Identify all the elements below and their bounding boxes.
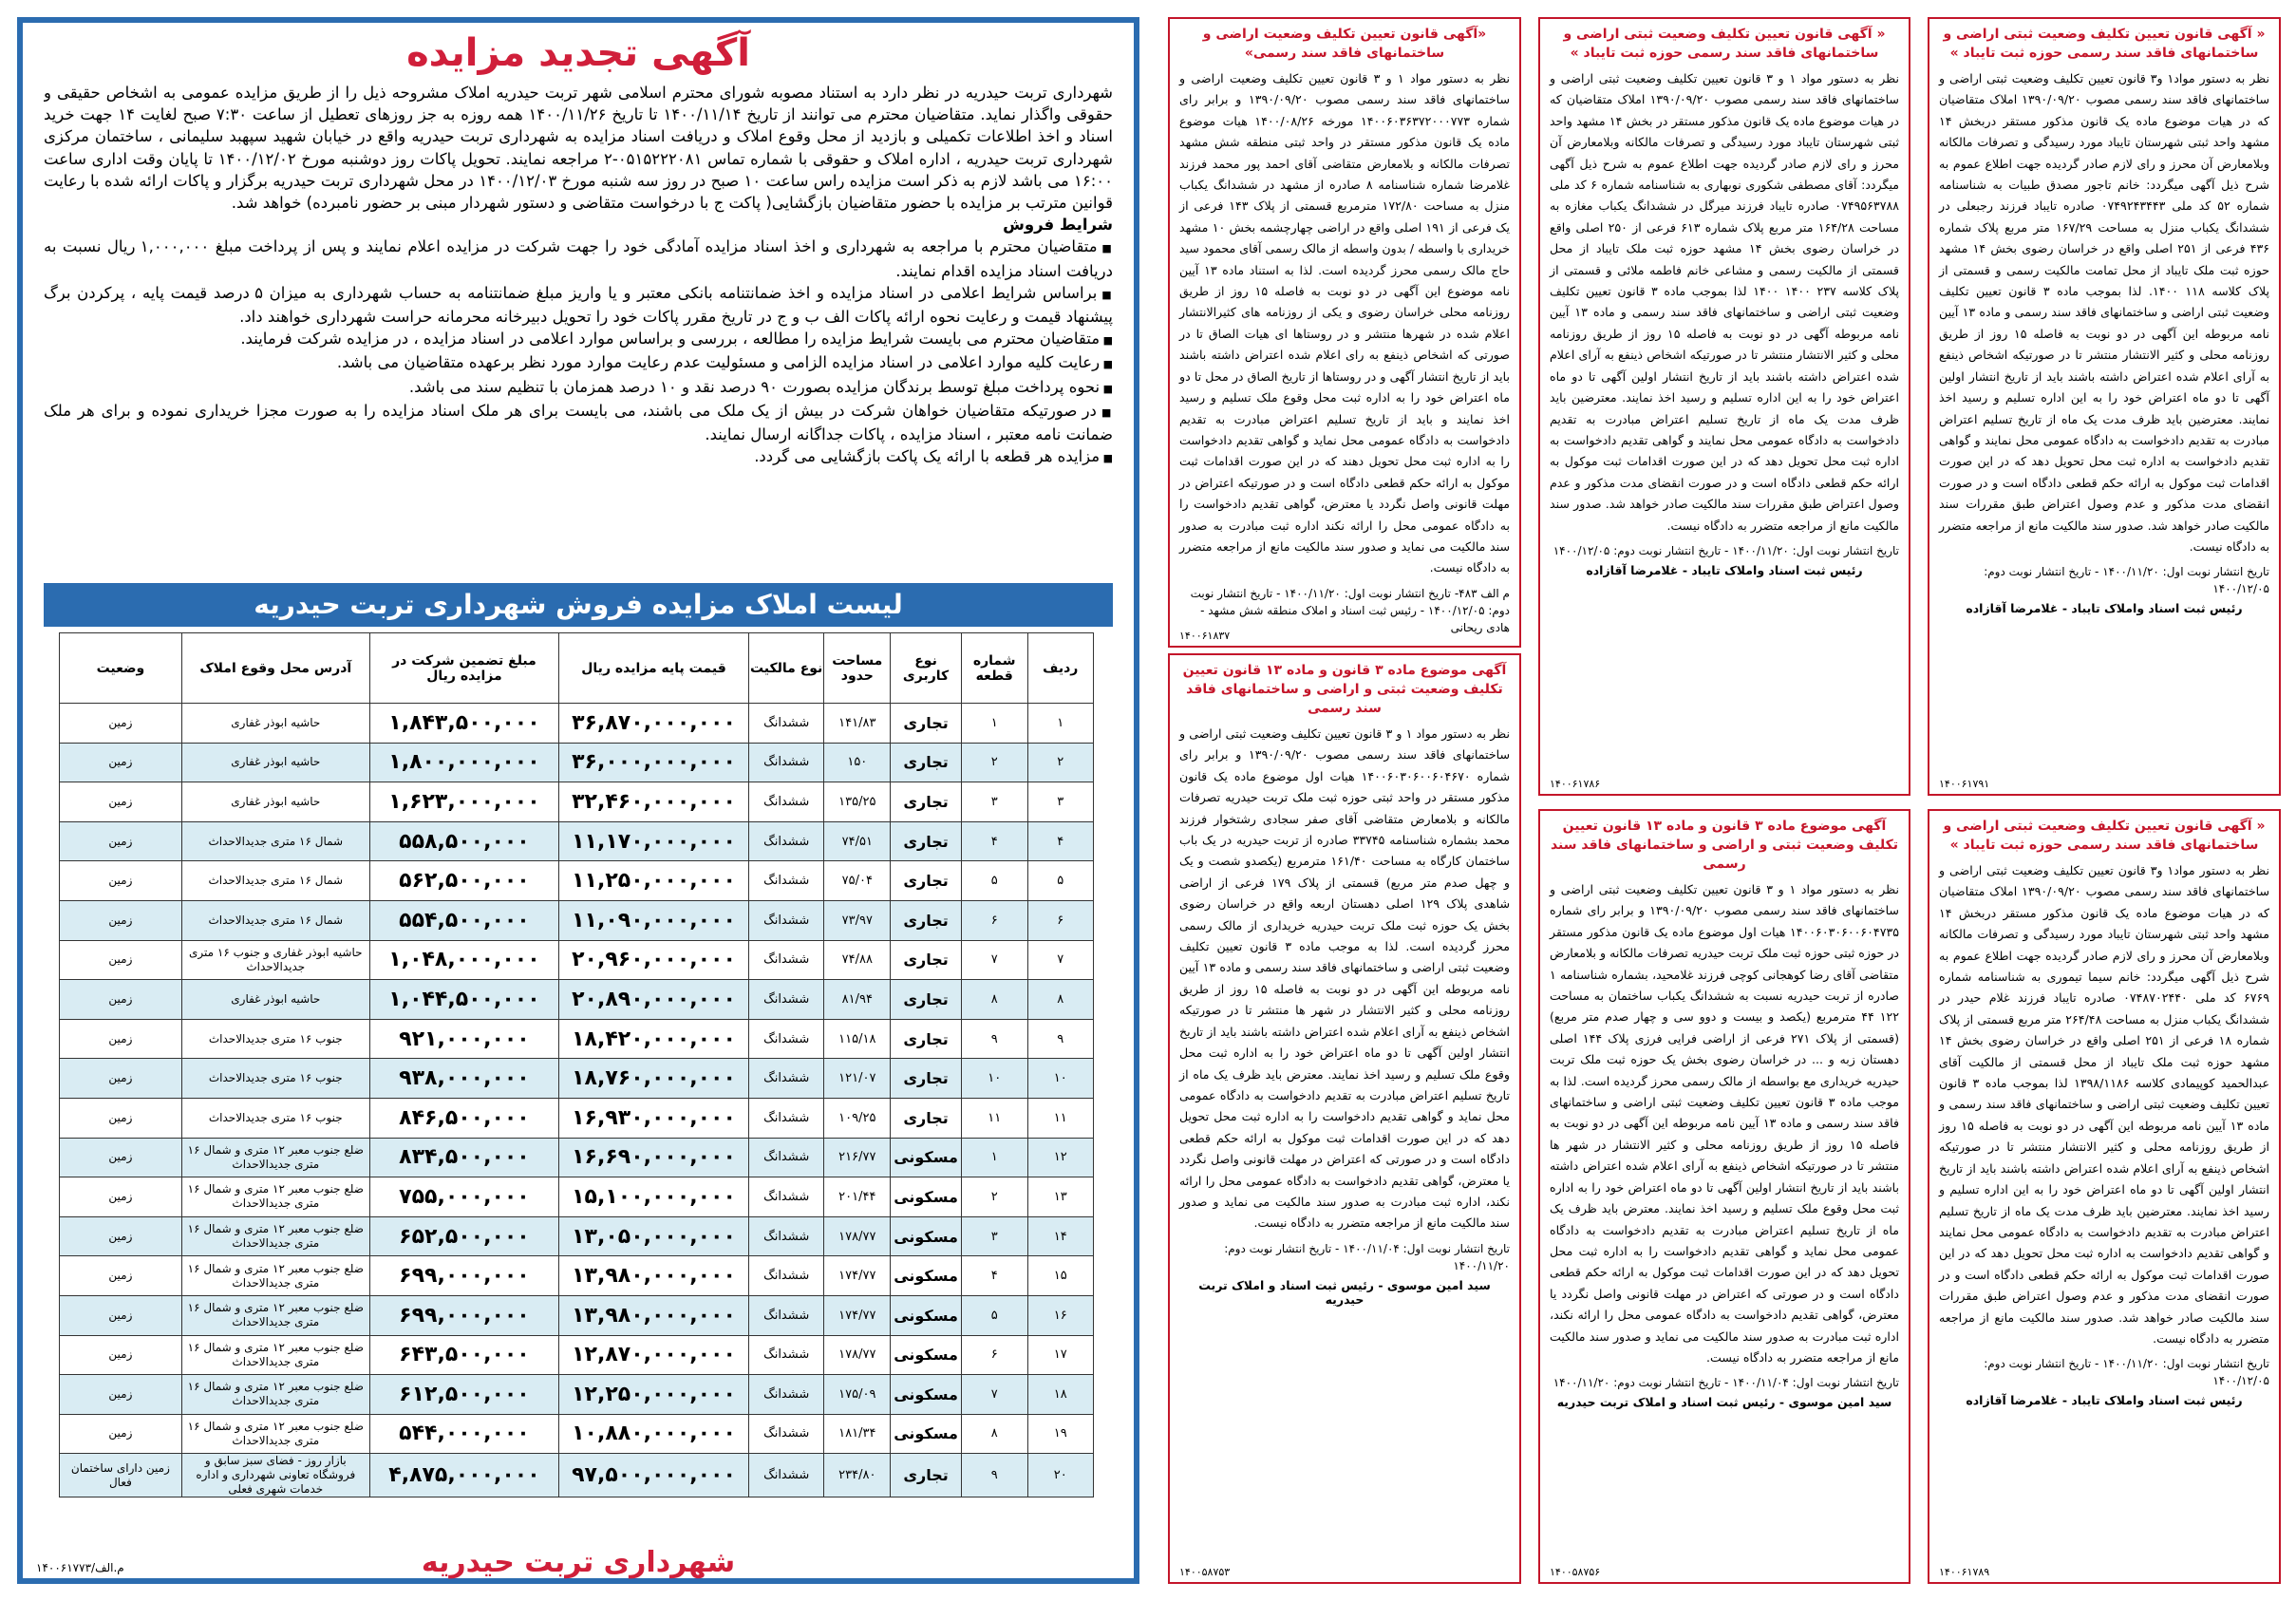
table-cell: زمین [60,861,182,901]
table-row [60,1375,1094,1415]
table-cell: ۸ [961,980,1027,1020]
table-cell: ۱۷ [1027,1335,1093,1375]
auction-title: آگهی تجدید مزایده [406,31,750,75]
table-header-cell: قیمت پایه مزایده ریال [559,633,749,704]
table-cell: ۶۹۹,۰۰۰,۰۰۰ [369,1256,558,1296]
table-cell: ششدانگ [748,1335,824,1375]
notice-signature: رئیس ثبت اسناد واملاک تایباد - غلامرضا آقازاده [1586,562,1863,577]
table-cell: ششدانگ [748,1019,824,1059]
table-cell: ۶ [961,1335,1027,1375]
table-cell: ۳۲,۴۶۰,۰۰۰,۰۰۰ [559,782,749,822]
table-cell: ۱۷۴/۷۷ [824,1295,891,1335]
table-cell: حاشیه ابوذر غفاری [181,980,369,1020]
table-cell: مسکونی [891,1216,962,1256]
table-cell: جنوب ۱۶ متری جدیدالاحداث [181,1059,369,1099]
table-cell: ضلع جنوب معبر ۱۲ متری و شمال ۱۶ متری جدیدالاحداث [181,1138,369,1177]
table-header-cell: مساحت حدود [824,633,891,704]
table-cell: زمین [60,743,182,782]
table-cell: ۵۵۸,۵۰۰,۰۰۰ [369,821,558,861]
condition-item: ■ براساس شرایط اعلامی در اسناد مزایده و اخذ ضمانتنامه بانکی معتبر و یا واریز مبلغ ضمانتنامه به حساب شهرداری به میزان ۵ درصد قیمت پایه ، پرکردن برگ پیشنهاد قیمت و رعایت نحوه ارائه پاکات الف ب و ج در تاریخ مقرر پاکات خود را تحویل دبیرخانه محرمانه حراست شهرداری خواهند داد. [44,282,1113,328]
table-cell: ۱۰ [961,1059,1027,1099]
table-row [60,861,1094,901]
table-cell: شمال ۱۶ متری جدیدالاحداث [181,900,369,940]
table-cell: ۷ [1027,940,1093,980]
table-cell: ۲۰۱/۴۴ [824,1177,891,1217]
table-cell: ششدانگ [748,940,824,980]
table-cell: ششدانگ [748,782,824,822]
table-row [60,1454,1094,1497]
table-cell: ۷ [961,940,1027,980]
auction-intro-paragraph: شهرداری تربت حیدریه در نظر دارد به استناد مصوبه شورای محترم اسلامی شهر تربت حیدریه املاک مشروحه ذیل را از طریق مزایده عمومی به اشخاص حقیقی و حقوقی واگذار نماید. متقاضیان محترم می توانند از تاریخ ۱۴۰۰/۱۱/۱۴ تا تاریخ ۱۴۰۰/۱۱/۲۶ همه روزه به جز روزهای تعطیل از ساعت ۷:۳۰ صبح لغایت ۱۴ جهت خرید اسناد و اخذ اطلاعات تکمیلی و بازدید از محل وقوع املاک و دریافت اسناد مزایده به شهرداری تربت حیدریه واقع در خیابان شهید سپهبد سلیمانی ، ساختمان مرکزی شهرداری تربت حیدریه ، اداره املاک و حقوقی با شماره تماس ۰۵۱۵۲۲۲۰۸۱-۲ مراجعه نمایند. تحویل پاکات روز دوشنبه مورخ ۱۴۰۰/۱۲/۰۲ تا پایان وقت اداری ساعت ۱۶:۰۰ می باشد لازم به ذکر است مزایده راس ساعت ۱۰ صبح در روز سه شنبه مورخ ۱۴۰۰/۱۲/۰۳ در محل شهرداری تربت حیدریه برگزار و پاکات ارائه شده با رعایت قوانین مترتب بر مزایده با حضور متقاضیان بازگشایی( پاکت ج با درخواست متقاضی و دستور شهردار مبنی بر حضور نامبرده) خواهد شد. [44,84,1113,213]
table-cell: ششدانگ [748,1256,824,1296]
table-cell: ۲ [961,743,1027,782]
table-cell: ۱۷۸/۷۷ [824,1335,891,1375]
table-cell: ششدانگ [748,1098,824,1138]
table-cell: حاشیه ابوذر غفاری و جنوب ۱۶ متری جدیدالاحداث [181,940,369,980]
table-cell: مسکونی [891,1414,962,1454]
table-cell: ۱۸,۷۶۰,۰۰۰,۰۰۰ [559,1059,749,1099]
table-cell: ششدانگ [748,1177,824,1217]
table-cell: ۱۳۵/۲۵ [824,782,891,822]
table-cell: زمین دارای ساختمان فعال [60,1454,182,1497]
table-row [60,782,1094,822]
table-cell: ۶۹۹,۰۰۰,۰۰۰ [369,1295,558,1335]
table-cell: ششدانگ [748,743,824,782]
table-row [60,743,1094,782]
table-cell: ۸ [1027,980,1093,1020]
table-cell: ۱۲ [1027,1138,1093,1177]
notice-signature: سید امین موسوی - رئیس ثبت اسناد و املاک تربت حیدریه [1556,1395,1892,1410]
table-cell: ۱۵۰ [824,743,891,782]
table-row [60,1295,1094,1335]
table-cell: ۷۵/۰۴ [824,861,891,901]
table-cell: ۶ [961,900,1027,940]
table-cell: زمین [60,1256,182,1296]
table-cell: ششدانگ [748,1414,824,1454]
table-cell: ۱۱,۲۵۰,۰۰۰,۰۰۰ [559,861,749,901]
table-cell: تجاری [891,940,962,980]
table-cell: ۳ [1027,782,1093,822]
table-cell: ضلع جنوب معبر ۱۲ متری و شمال ۱۶ متری جدیدالاحداث [181,1414,369,1454]
table-cell: ۱ [961,1138,1027,1177]
registration-notice [1538,17,1910,796]
table-cell: ۱۸ [1027,1375,1093,1415]
municipality-signature: شهرداری تربت حیدریه [421,1546,736,1579]
table-cell: ۱,۶۲۳,۰۰۰,۰۰۰ [369,782,558,822]
table-cell: ۱۴ [1027,1216,1093,1256]
table-row [60,821,1094,861]
table-header-cell: شماره قطعه [961,633,1027,704]
table-cell: ۶۵۲,۵۰۰,۰۰۰ [369,1216,558,1256]
table-cell: ۱۵,۱۰۰,۰۰۰,۰۰۰ [559,1177,749,1217]
ad-code: ۱۴۰۰۶۱۷۷۳/م.الف [36,1561,124,1574]
table-cell: تجاری [891,782,962,822]
table-cell: ۹۷,۵۰۰,۰۰۰,۰۰۰ [559,1454,749,1497]
notice-signature: سید امین موسوی - رئیس ثبت اسناد و املاک تربت حیدریه [1198,1277,1491,1307]
auction-body-text [44,82,1113,575]
table-cell: ۹ [961,1019,1027,1059]
table-cell: مسکونی [891,1256,962,1296]
table-cell: ۱۱,۰۹۰,۰۰۰,۰۰۰ [559,900,749,940]
auction-advertisement [17,17,1139,1584]
table-cell: ۲ [961,1177,1027,1217]
table-cell: زمین [60,1059,182,1099]
table-cell: زمین [60,900,182,940]
table-cell: ۱۱۵/۱۸ [824,1019,891,1059]
table-cell: تجاری [891,821,962,861]
table-cell: ۹ [961,1454,1027,1497]
table-cell: شمال ۱۶ متری جدیدالاحداث [181,821,369,861]
table-row [60,940,1094,980]
table-cell: ضلع جنوب معبر ۱۲ متری و شمال ۱۶ متری جدیدالاحداث [181,1216,369,1256]
table-cell: ۱۳ [1027,1177,1093,1217]
table-cell: ششدانگ [748,900,824,940]
notice-body: نظر به دستور مواد ۱ و ۳ قانون تعیین تکلیف وضعیت اراضی و ساختمانهای فاقد سند رسمی مصوب ۱۳۹۰/۰۹/۲۰ و برابر رای شماره ۱۴۰۰۶۰۳۶۳۷۲۰۰۰۷۷۳ مورخه ۱۴۰۰/۰۸/۲۶ هیات موضوع ماده یک قانون مذکور مستقر در واحد ثبتی منطقه شش مشهد تصرفات مالکانه و بلامعارض متقاضی آقای احمد پور محمد فرزند غلامرضا شماره شناسنامه ۸ صادره از مشهد در ششدانگ یکباب منزل به مساحت ۱۷۲/۸۰ مترمربع قسمتی از پلاک ۱۴۳ فرعی از یک فرعی از ۱۹۱ اصلی واقع در اراضی چهارچشمه بخش ۱۰ مشهد خریداری با واسطه / بدون واسطه از مالک رسمی آقای محمود سید حاج مالک رسمی محرز گردیده است. لذا به استناد ماده ۱۳ آیین نامه موضوع این آگهی در دو نوبت به فاصله ۱۵ روز از طریق روزنامه محلی خراسان رضوی و یکی از روزنامه های کثیرالانتشار اعلام شده در شهرها منتشر و در روستاها ای هیات الصاق تا در صورتی که اشخاص ذینفع به رای اعلام شده اعتراض داشته باشند باید از تاریخ انتشار آگهی و در روستاها از تاریخ الصاق در محل تا دو ماه اعتراض خود را به اداره ثبت محل وقوع ملک تسلیم و رسید اخذ نمایند و باید از تاریخ تسلیم اعتراض مبادرت به تقدیم دادخواست به دادگاه عمومی محل نماید و گواهی تقدیم دادخواست را به اداره ثبت محل تحویل دهند که در این صورت اقدامات ثبت موکول به ارائه حکم قطعی دادگاه است و در صورتیکه اعتراض در مهلت قانونی واصل نگردد یا معترض، گواهی تقدیم دادخواست را به دادگاه عمومی محل را ارائه نکند اداره ثبت مبادرت به صدور سند مالکیت می نماید و صدور سند مالکیت مانع از مراجعه متضرر به دادگاه نیست. [1179,71,1510,575]
table-row [60,1216,1094,1256]
table-cell: ۱۰ [1027,1059,1093,1099]
table-cell: ۷۴/۸۸ [824,940,891,980]
table-cell: زمین [60,821,182,861]
table-cell: ششدانگ [748,1138,824,1177]
table-cell: ۱ [1027,704,1093,744]
table-cell: زمین [60,782,182,822]
condition-item: ■ مزایده هر قطعه با ارائه یک پاکت بازگشایی می گردد. [44,445,1113,469]
notice-dates: تاریخ انتشار نوبت اول: ۱۴۰۰/۱۱/۲۰ - تاریخ انتشار نوبت دوم: ۱۴۰۰/۱۲/۰۵ [1553,543,1899,557]
table-cell: ۱۶,۹۳۰,۰۰۰,۰۰۰ [559,1098,749,1138]
table-cell: ۵ [1027,861,1093,901]
notice-body: نظر به دستور مواد ۱ و ۳ قانون تعیین تکلیف وضعیت ثبتی اراضی و ساختمانهای فاقد سند رسمی مصوب ۱۳۹۰/۰۹/۲۰ املاک متقاضیان که در هیات موضوع ماده یک قانون مذکور مستقر در بخش ۱۴ مشهد واحد ثبتی شهرستان تایباد مورد رسیدگی و تصرفات مالکانه وبلامعارض آن محرز و رای لازم صادر گردیده جهت اطلاع عموم به شرح ذیل آگهی میگردد: آقای مصطفی شکوری نوبهاری به شناسنامه شماره ۶ کد ملی ۰۷۴۹۵۶۳۷۸۸ صادره تایباد فرزند میرگل در ششدانگ یکباب مغازه به مساحت ۱۶۴/۲۸ متر مربع پلاک شماره ۶۱۳ فرعی از ۲۵۰ اصلی واقع در خراسان رضوی بخش ۱۴ مشهد حوزه ثبت ملک تایباد از محل قسمتی از مالکیت رسمی و مشاعی خانم فاطمه ملائی و قسمتی از پلاک کلاسه ۲۳۷ ۱۴۰۰ ۱۴۰۰ لذا بموجب ماده ۳ قانون تعیین تکلیف وضعیت ثبتی اراضی و ساختمانهای فاقد سند رسمی و ماده ۱۳ آیین نامه مربوطه آگهی در دو نوبت به فاصله ۱۵ روز از طریق روزنامه محلی و کثیر الانتشار منتشر تا در صورتیکه اشخاص ذینفع به آرای اعلام شده اعتراض داشته باشند باید از تاریخ انتشار اولین آگهی تا دو ماه اعتراض خود را به این اداره تسلیم و رسید اخذ نمایند. معترضین باید ظرف مدت یک ماه از تاریخ تسلیم اعتراض مبادرت به تقدیم دادخواست به دادگاه عمومی محل نمایند و گواهی تقدیم دادخواست به اداره ثبت محل تحویل دهد که در این صورت اقدامات ثبت موکول به ارائه حکم قطعی دادگاه است و در صورت انقضای مدت مذکور و عدم وصول اعتراض طبق مقررات سند مالکیت صادر خواهد شد. صدور سند مالکیت مانع از مراجعه متضرر به دادگاه نیست. [1550,71,1899,533]
table-header-cell: مبلغ تضمین شرکت در مزایده ریال [369,633,558,704]
table-cell: ۸۴۶,۵۰۰,۰۰۰ [369,1098,558,1138]
table-cell: تجاری [891,743,962,782]
table-cell: ۱,۰۴۸,۰۰۰,۰۰۰ [369,940,558,980]
condition-item: ■ در صورتیکه متقاضیان خواهان شرکت در بیش از یک ملک می باشند، می بایست برای هر ملک اسناد مزایده را به صورت مجزا خریداری نموده و برای هر ملک ضمانت نامه معتبر ، اسناد مزایده ، پاکات جداگانه ارسال نمایند. [44,400,1113,445]
table-cell: تجاری [891,900,962,940]
table-cell: ۷۵۵,۰۰۰,۰۰۰ [369,1177,558,1217]
table-header-cell: آدرس محل وقوع املاک [181,633,369,704]
table-cell: ۵۵۴,۵۰۰,۰۰۰ [369,900,558,940]
notice-code: ۱۴۰۰۶۱۷۸۹ [1939,1566,1990,1578]
notice-code: ۱۴۰۰۵۸۷۵۶ [1550,1566,1601,1578]
notice-body: نظر به دستور مواد ۱ و ۳ قانون تعیین تکلیف وضعیت ثبتی اراضی و ساختمانهای فاقد سند رسمی مصوب ۱۳۹۰/۰۹/۲۰ و برابر رای شماره ۱۴۰۰۶۰۳۰۶۰۰۶۰۴۶۷۰ هیات اول موضوع ماده یک قانون مذکور مستقر در واحد ثبتی حوزه ثبت ملک تربت حیدریه تصرفات مالکانه و بلامعارض متقاضی آقای صفر سجادی رشتخوار فرزند محمد بشماره شناسنامه ۳۳۷۴۵ صادره از تربت حیدریه در یک باب ساختمان کارگاه به مساحت ۱۶۱/۴۰ مترمربع (یکصدو شصت و یک و چهل صدم متر مربع) قسمتی از پلاک ۱۷۹ فرعی از اراضی شاهدی پلاک ۱۲۹ اصلی دهستان اربعه واقع در خراسان رضوی بخش یک حوزه ثبت ملک تربت حیدریه خریداری از مالک رسمی محرز گردیده است. لذا به موجب ماده ۳ قانون تعیین تکلیف وضعیت ثبتی اراضی و ساختمانهای فاقد سند رسمی و ماده ۱۳ آیین نامه مربوطه این آگهی در دو نوبت به فاصله ۱۵ روز از طریق روزنامه محلی و کثیر الانتشار در شهر ها منتشر تا در صورتیکه اشخاص ذینفع به آرای اعلام شده اعتراض داشته باشند باید از تاریخ انتشار اولین آگهی تا دو ماه اعتراض خود را به اداره ثبت محل وقوع ملک تسلیم و رسید اخذ نمایند. معترض باید ظرف یک ماه از تاریخ تسلیم اعتراض مبادرت به تقدیم دادخواست به دادگاه عمومی محل نماید و گواهی تقدیم دادخواست را به اداره ثبت محل تحویل دهد که در این صورت اقدامات ثبت موکول به ارائه حکم قطعی دادگاه است و در صورتی که اعتراض در مهلت قانونی واصل نگردد یا معترض، گواهی تقدیم دادخواست به دادگاه عمومی محل را ارائه نکند، اداره ثبت مبادرت به صدور سند مالکیت می نماید و صدور سند مالکیت مانع از مراجعه متضرر به دادگاه نیست. [1179,726,1511,1231]
table-cell: ۸ [961,1414,1027,1454]
table-cell: زمین [60,704,182,744]
table-cell: ۱,۰۴۴,۵۰۰,۰۰۰ [369,980,558,1020]
table-cell: ۱۲۱/۰۷ [824,1059,891,1099]
table-cell: تجاری [891,1059,962,1099]
table-cell: ۱۷۵/۰۹ [824,1375,891,1415]
table-cell: ضلع جنوب معبر ۱۲ متری و شمال ۱۶ متری جدیدالاحداث [181,1177,369,1217]
table-row [60,704,1094,744]
table-cell: ۱۶,۶۹۰,۰۰۰,۰۰۰ [559,1138,749,1177]
table-cell: زمین [60,940,182,980]
table-cell: ۱۳,۹۸۰,۰۰۰,۰۰۰ [559,1256,749,1296]
table-row [60,980,1094,1020]
table-cell: زمین [60,1098,182,1138]
table-cell: ۳۶,۰۰۰,۰۰۰,۰۰۰ [559,743,749,782]
table-cell: ششدانگ [748,1216,824,1256]
property-list-banner: لیست املاک مزایده فروش شهرداری تربت حیدریه [44,583,1113,627]
table-cell: شمال ۱۶ متری جدیدالاحداث [181,861,369,901]
table-row [60,1256,1094,1296]
table-cell: ۲۳۴/۸۰ [824,1454,891,1497]
table-cell: زمین [60,1295,182,1335]
table-cell: ۳۶,۸۷۰,۰۰۰,۰۰۰ [559,704,749,744]
table-cell: تجاری [891,1098,962,1138]
table-cell: ششدانگ [748,1375,824,1415]
notice-code: ۱۴۰۰۵۸۷۵۳ [1179,1566,1231,1578]
notice-title: «آگهی قانون تعیین تکلیف وضعیت اراضی و ساختمانهای فاقد سند رسمی» [1202,27,1487,61]
table-cell: ۳ [961,1216,1027,1256]
table-cell: بازار روز - فضای سبز سابق و فروشگاه تعاونی شهرداری و اداره خدمات شهری فعلی [181,1454,369,1497]
table-cell: زمین [60,1335,182,1375]
table-cell: ۲۰,۹۶۰,۰۰۰,۰۰۰ [559,940,749,980]
table-cell: ۱۳,۹۸۰,۰۰۰,۰۰۰ [559,1295,749,1335]
table-cell: مسکونی [891,1295,962,1335]
registration-notice [1538,809,1910,1584]
table-cell: ۲ [1027,743,1093,782]
table-cell: حاشیه ابوذر غفاری [181,704,369,744]
table-cell: ۶ [1027,900,1093,940]
table-cell: تجاری [891,861,962,901]
notice-dates: تاریخ انتشار نوبت اول: ۱۴۰۰/۱۱/۲۰ - تاریخ انتشار نوبت دوم: ۱۴۰۰/۱۲/۰۵ [1984,1357,2269,1388]
table-cell: ششدانگ [748,821,824,861]
sale-conditions-heading: شرایط فروش [1003,216,1113,235]
notice-dates: تاریخ انتشار نوبت اول: ۱۴۰۰/۱۱/۰۴ - تاریخ انتشار نوبت دوم: ۱۴۰۰/۱۱/۲۰ [1553,1376,1899,1390]
table-cell: تجاری [891,1454,962,1497]
table-cell: ۱۵ [1027,1256,1093,1296]
property-table [59,632,1094,1497]
table-cell: ۱۲,۸۷۰,۰۰۰,۰۰۰ [559,1335,749,1375]
table-cell: ۲۰,۸۹۰,۰۰۰,۰۰۰ [559,980,749,1020]
notice-title: « آگهی قانون تعیین تکلیف وضعیت ثبتی اراضی و ساختمانهای فاقد سند رسمی حوزه ثبت تایباد » [1563,27,1886,61]
notice-signature: رئیس ثبت اسناد واملاک تایباد - غلامرضا آقازاده [1966,1393,2243,1408]
table-cell: ششدانگ [748,861,824,901]
notice-code: ۱۴۰۰۶۱۸۳۷ [1179,630,1231,642]
table-cell: ۸۱/۹۴ [824,980,891,1020]
table-cell: ششدانگ [748,1295,824,1335]
table-cell: ضلع جنوب معبر ۱۲ متری و شمال ۱۶ متری جدیدالاحداث [181,1335,369,1375]
table-cell: زمین [60,1375,182,1415]
table-cell: ۴ [961,821,1027,861]
table-cell: ۴,۸۷۵,۰۰۰,۰۰۰ [369,1454,558,1497]
table-cell: ۸۳۴,۵۰۰,۰۰۰ [369,1138,558,1177]
notice-body: نظر به دستور مواد۱ و۳ قانون تعیین تکلیف وضعیت ثبتی اراضی و ساختمانهای فاقد سند رسمی مصوب ۱۳۹۰/۰۹/۲۰ املاک متقاضیان که در هیات موضوع ماده یک قانون مذکور مستقر دربخش ۱۴ مشهد واحد ثبتی شهرستان تایباد مورد رسیدگی و تصرفات مالکانه وبلامعارض آن محرز و رای لازم صادر گردیده جهت اطلاع عموم به شرح ذیل آگهی میگردد: خانم تاجور مصدق طبیات به شناسنامه شماره ۵۲ کد ملی ۰۷۴۹۲۴۳۴۴۳ صادره تایباد فرزند رجبعلی در ششدانگ یکباب منزل به مساحت ۱۶۷/۲۹ متر مربع پلاک شماره ۴۳۶ فرعی از ۲۵۱ اصلی واقع در خراسان رضوی بخش ۱۴ مشهد حوزه ثبت ملک تایباد از محل تمامت مالکیت رسمی و قسمتی از پلاک کلاسه ۱۱۸ ۱۴۰۰. لذا بموجب ماده ۳ قانون تعیین تکلیف وضعیت ثبتی اراضی و ساختمانهای فاقد سند رسمی و ماده ۱۳ آیین نامه مربوطه این آگهی در دو نوبت به فاصله ۱۵ روز از طریق روزنامه محلی و کثیر الانتشار منتشر تا در صورتیکه اشخاص ذینفع به آرای اعلام شده اعتراض داشته باشند باید از تاریخ انتشار اولین آگهی تا دو ماه اعتراض خود را به این اداره تسلیم و رسید اخذ نمایند. معترضین باید ظرف مدت یک ماه از تاریخ تسلیم اعتراض مبادرت به تقدیم دادخواست به دادگاه عمومی محل نمایند و گواهی تقدیم دادخواست به اداره ثبت محل تحویل دهد که در این صورت اقدامات ثبت موکول به ارائه حکم قطعی دادگاه است و در صورت انقضای مدت مذکور و عدم وصول اعتراض طبق مقررات سند مالکیت صادر خواهد شد. صدور سند مالکیت مانع از مراجعه متضرر به دادگاه نیست. [1939,71,2270,554]
table-cell: جنوب ۱۶ متری جدیدالاحداث [181,1098,369,1138]
table-cell: ۵ [961,861,1027,901]
table-row [60,900,1094,940]
registration-notice [1168,653,1521,1584]
table-cell: ۱۰,۸۸۰,۰۰۰,۰۰۰ [559,1414,749,1454]
condition-item: ■ رعایت کلیه موارد اعلامی در اسناد مزایده الزامی و مسئولیت عدم رعایت موارد مورد نظر برعهده متقاضیان می باشد. [44,351,1113,375]
table-cell: ۱۸,۴۲۰,۰۰۰,۰۰۰ [559,1019,749,1059]
table-cell: ۱۱ [961,1098,1027,1138]
table-cell: زمین [60,980,182,1020]
table-cell: ۳ [961,782,1027,822]
table-row [60,1138,1094,1177]
table-cell: ۷ [961,1375,1027,1415]
table-cell: زمین [60,1216,182,1256]
table-cell: مسکونی [891,1375,962,1415]
notice-body: نظر به دستور مواد ۱ و ۳ قانون تعیین تکلیف وضعیت ثبتی اراضی و ساختمانهای فاقد سند رسمی مصوب ۱۳۹۰/۰۹/۲۰ و برابر رای شماره ۱۴۰۰۶۰۳۰۶۰۰۶۰۴۷۳۵ هیات اول موضوع ماده یک قانون مذکور مستقر در حوزه ثبتی حوزه ثبت ملک تربت حیدریه تصرفات مالکانه و بلامعارض متقاضی آقای رضا کوهجانی کوچی فرزند غلامحید، بشماره شناسنامه ۱ صادره از تربت حیدریه نسبت به ششدانگ یکباب ساختمان به مساحت ۱۲۲ ۴۴ مترمربع (یکصد و بیست و دوو سی و چهار صدم متر مربع) (قسمتی از پلاک ۲۷۱ فرعی از اراضی فرایی فرزی پلاک ۱۴۴ اصلی دهستان زبه و ... در خراسان رضوی بخش یک حوزه ثبت ملک تربت حیدریه خریداری مع بواسطه از مالک رسمی محرز گردیده است. لذا به موجب ماده ۳ قانون تعیین تکلیف وضعیت ثبتی اراضی و ساختمانهای فاقد سند رسمی و ماده ۱۳ آیین نامه مربوطه این آگهی در دو نوبت به فاصله ۱۵ روز از طریق روزنامه محلی و کثیر الانتشار در شهر ها منتشر تا در صورتیکه اشخاص ذینفع به آرای اعلام شده اعتراض داشته باشند باید از تاریخ انتشار اولین آگهی تا دو ماه اعتراض خود را به اداره ثبت محل وقوع ملک تسلیم و رسید اخذ نمایند. معترض باید ظرف یک ماه از تاریخ تسلیم اعتراض مبادرت به تقدیم دادخواست به دادگاه عمومی محل نماید و گواهی تقدیم دادخواست را به اداره ثبت محل تحویل دهد که در این صورت اقدامات ثبت موکول به ارائه حکم قطعی دادگاه است و در صورتی که اعتراض در مهلت قانونی واصل نگردد یا معترض، گواهی تقدیم دادخواست به دادگاه عمومی محل را ارائه نکند، اداره ثبت مبادرت به صدور سند مالکیت می نماید و صدور سند مالکیت مانع از مراجعه متضرر به دادگاه نیست. [1550,882,1900,1365]
table-cell: ۱۰۹/۲۵ [824,1098,891,1138]
condition-item: ■ نحوه پرداخت مبلغ توسط برندگان مزایده بصورت ۹۰ درصد نقد و ۱۰ درصد همزمان با تنظیم سند می باشد. [44,376,1113,400]
table-cell: ۹۲۱,۰۰۰,۰۰۰ [369,1019,558,1059]
table-cell: ۶۴۳,۵۰۰,۰۰۰ [369,1335,558,1375]
table-cell: ۱۴۱/۸۳ [824,704,891,744]
notice-title: آگهی موضوع ماده ۳ قانون و ماده ۱۳ قانون تعیین تکلیف وضعیت ثبتی و اراضی و ساختمانهای فاقد سند رسمی [1182,663,1507,716]
notice-code: ۱۴۰۰۶۱۷۹۱ [1939,778,1990,790]
table-cell: ۹۳۸,۰۰۰,۰۰۰ [369,1059,558,1099]
notice-dates: تاریخ انتشار نوبت اول: ۱۴۰۰/۱۱/۰۴ - تاریخ انتشار نوبت دوم: ۱۴۰۰/۱۱/۲۰ [1224,1241,1510,1272]
table-row [60,1098,1094,1138]
table-row [60,1177,1094,1217]
table-cell: ۱۱ [1027,1098,1093,1138]
notice-dates: م الف ۴۸۳- تاریخ انتشار نوبت اول: ۱۴۰۰/۱۱/۲۰ - تاریخ انتشار نوبت دوم: ۱۴۰۰/۱۲/۰۵ - رئیس ثبت اسناد و املاک منطقه شش مشهد - هادی ریحانی [1190,586,1510,634]
table-cell: ۱۲,۲۵۰,۰۰۰,۰۰۰ [559,1375,749,1415]
table-cell: مسکونی [891,1335,962,1375]
table-cell: ۱۳,۰۵۰,۰۰۰,۰۰۰ [559,1216,749,1256]
table-header-row [60,633,1094,704]
notice-body: نظر به دستور مواد۱ و۳ قانون تعیین تکلیف وضعیت ثبتی اراضی و ساختمانهای فاقد سند رسمی مصوب ۱۳۹۰/۰۹/۲۰ املاک متقاضیان که در هیات موضوع ماده یک قانون مذکور مستقر دربخش ۱۴ مشهد واحد ثبتی شهرستان تایباد مورد رسیدگی و تصرفات مالکانه وبلامعارض آن محرز و رای لازم صادر گردیده جهت اطلاع عموم به شرح ذیل آگهی میگردد: خانم سیما تیموری به شناسنامه شماره ۶۷۶۹ کد ملی ۰۷۴۸۷۰۲۴۴۰ صادره تایباد فرزند غلام حیدر در ششدانگ یکباب منزل به مساحت ۲۶۴/۴۸ متر مربع قسمتی از پلاک شماره ۱۸ فرعی از ۲۵۱ اصلی واقع در خراسان رضوی بخش ۱۴ مشهد حوزه ثبت ملک تایباد از محل قسمتی از مالکیت آقای عبدالحمید کوپیمادی کلاسه ۱۳۹۸/۱۱۸۶ لذا بموجب ماده ۳ قانون تعیین تکلیف وضعیت ثبتی اراضی و ساختمانهای فاقد سند رسمی و ماده ۱۳ آیین نامه مربوطه این آگهی در دو نوبت به فاصله ۱۵ روز از طریق روزنامه محلی و کثیر الانتشار منتشر تا در صورتیکه اشخاص ذینفع به آرای اعلام شده اعتراض داشته باشند باید از تاریخ انتشار اولین آگهی تا دو ماه اعتراض خود را به این اداره تسلیم و رسید اخذ نمایند. معترضین باید ظرف مدت یک ماه از تاریخ تسلیم اعتراض مبادرت به تقدیم دادخواست به دادگاه عمومی محل نمایند و گواهی تقدیم دادخواست به اداره ثبت محل تحویل دهد که در این صورت اقدامات ثبت موکول به ارائه حکم قطعی دادگاه است و در صورت انقضای مدت مذکور و عدم وصول اعتراض طبق مقررات سند مالکیت صادر خواهد شد. صدور سند مالکیت مانع از مراجعه متضرر به دادگاه نیست. [1939,863,2270,1346]
table-cell: ۹ [1027,1019,1093,1059]
table-cell: ۷۳/۹۷ [824,900,891,940]
table-cell: زمین [60,1177,182,1217]
notice-title: آگهی موضوع ماده ۳ قانون و ماده ۱۳ قانون تعیین تکلیف وضعیت ثبتی و اراضی و ساختمانهای فاقد سند رسمی [1550,819,1899,872]
table-cell: ششدانگ [748,704,824,744]
table-cell: ضلع جنوب معبر ۱۲ متری و شمال ۱۶ متری جدیدالاحداث [181,1256,369,1296]
registration-notice [1928,809,2281,1584]
table-cell: ۱۸۱/۳۴ [824,1414,891,1454]
table-cell: ۴ [1027,821,1093,861]
table-cell: ۱ [961,704,1027,744]
table-cell: ششدانگ [748,1059,824,1099]
table-cell: ۱,۸۴۳,۵۰۰,۰۰۰ [369,704,558,744]
table-row [60,1059,1094,1099]
table-cell: حاشیه ابوذر غفاری [181,782,369,822]
table-header-cell: وضعیت [60,633,182,704]
table-cell: ششدانگ [748,1454,824,1497]
table-cell: زمین [60,1138,182,1177]
table-cell: ۱۷۴/۷۷ [824,1256,891,1296]
table-cell: جنوب ۱۶ متری جدیدالاحداث [181,1019,369,1059]
notice-dates: تاریخ انتشار نوبت اول: ۱۴۰۰/۱۱/۲۰ - تاریخ انتشار نوبت دوم: ۱۴۰۰/۱۲/۰۵ [1984,565,2269,596]
table-cell: ۵۴۴,۰۰۰,۰۰۰ [369,1414,558,1454]
table-cell: ۱۷۸/۷۷ [824,1216,891,1256]
table-cell: ۱,۸۰۰,۰۰۰,۰۰۰ [369,743,558,782]
table-header-cell: نوع مالکیت [748,633,824,704]
table-row [60,1019,1094,1059]
notice-title: « آگهی قانون تعیین تکلیف وضعیت ثبتی اراضی و ساختمانهای فاقد سند رسمی حوزه ثبت تایباد » [1943,819,2266,853]
table-cell: تجاری [891,704,962,744]
table-header-cell: ردیف [1027,633,1093,704]
notice-title: « آگهی قانون تعیین تکلیف وضعیت ثبتی اراضی و ساختمانهای فاقد سند رسمی حوزه ثبت تایباد » [1943,27,2266,61]
table-cell: ۵۶۲,۵۰۰,۰۰۰ [369,861,558,901]
table-cell: ۱۶ [1027,1295,1093,1335]
registration-notice [1168,17,1521,648]
table-cell: ۵ [961,1295,1027,1335]
table-cell: ۶۱۲,۵۰۰,۰۰۰ [369,1375,558,1415]
table-cell: ۴ [961,1256,1027,1296]
table-cell: تجاری [891,980,962,1020]
table-cell: زمین [60,1019,182,1059]
table-cell: مسکونی [891,1177,962,1217]
table-cell: مسکونی [891,1138,962,1177]
table-row [60,1414,1094,1454]
table-cell: ضلع جنوب معبر ۱۲ متری و شمال ۱۶ متری جدیدالاحداث [181,1375,369,1415]
table-row [60,1335,1094,1375]
table-cell: ۱۱,۱۷۰,۰۰۰,۰۰۰ [559,821,749,861]
notice-code: ۱۴۰۰۶۱۷۸۶ [1550,778,1601,790]
condition-item: ■ متقاضیان محترم می بایست شرایط مزایده را مطالعه ، بررسی و براساس موارد اعلامی در اسناد مزایده ، در مزایده شرکت فرمایند. [44,328,1113,351]
table-cell: ۱۹ [1027,1414,1093,1454]
table-cell: حاشیه ابوذر غفاری [181,743,369,782]
table-cell: زمین [60,1414,182,1454]
table-cell: ضلع جنوب معبر ۱۲ متری و شمال ۱۶ متری جدیدالاحداث [181,1295,369,1335]
table-cell: ۲۰ [1027,1454,1093,1497]
table-cell: ۷۴/۵۱ [824,821,891,861]
registration-notice [1928,17,2281,796]
table-cell: تجاری [891,1019,962,1059]
table-cell: ششدانگ [748,980,824,1020]
notice-signature: رئیس ثبت اسناد واملاک تایباد - غلامرضا آقازاده [1966,601,2243,616]
table-cell: ۲۱۶/۷۷ [824,1138,891,1177]
condition-item: ■ متقاضیان محترم با مراجعه به شهرداری و اخذ اسناد مزایده آمادگی خود را جهت شرکت در مزایده اعلام نمایند و پس از پرداخت مبلغ ۱,۰۰۰,۰۰۰ ریال نسبت به دریافت اسناد مزایده اقدام نمایند. [44,235,1113,281]
table-header-cell: نوع کاربری [891,633,962,704]
